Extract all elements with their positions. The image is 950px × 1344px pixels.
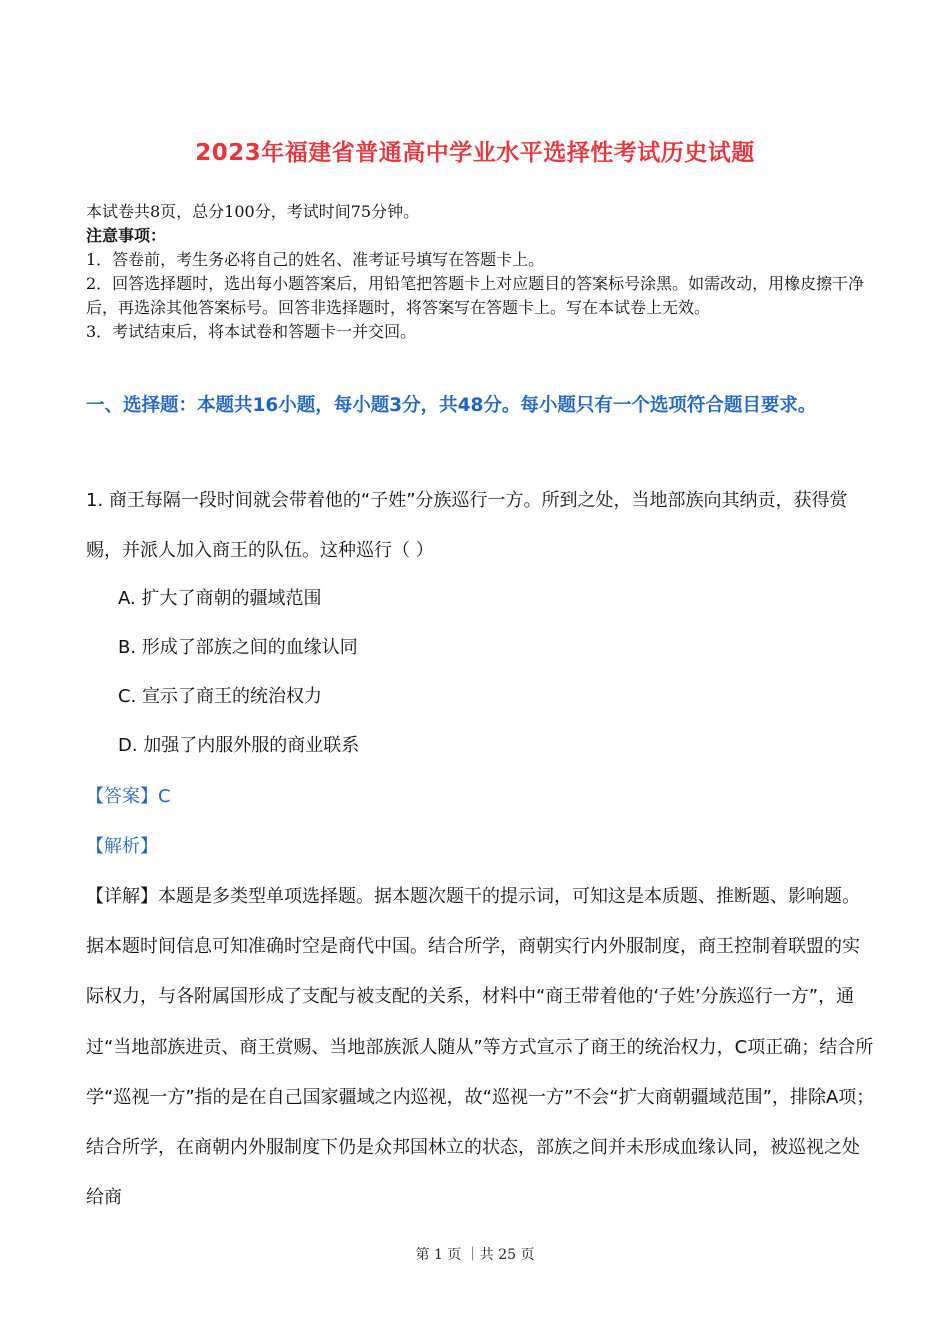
option-a: A. 扩大了商朝的疆域范围 xyxy=(118,588,322,609)
analysis-label: 【解析】 xyxy=(86,836,158,857)
notice-item-2: 2．回答选择题时，选出每小题答案后，用铅笔把答题卡上对应题目的答案标号涂黑。如需改动，用橡皮擦干净后，再选涂其他答案标号。回答非选择题时，将答案写在答题卡上。写在本试卷上无效。 xyxy=(86,274,865,317)
option-d: D. 加强了内服外服的商业联系 xyxy=(118,735,360,756)
document-title: 2023年福建省普通高中学业水平选择性考试历史试题 xyxy=(195,140,755,166)
exam-instructions xyxy=(86,200,876,344)
answer-line xyxy=(86,772,876,822)
answer-value: C xyxy=(158,786,171,807)
exam-intro: 本试卷共8页，总分100分，考试时间75分钟。 xyxy=(86,202,420,221)
notice-item-3: 3．考试结束后，将本试卷和答题卡一并交回。 xyxy=(86,322,417,341)
option-b: B. 形成了部族之间的血缘认同 xyxy=(118,637,358,658)
question-options xyxy=(118,574,878,770)
answer-label: 【答案】 xyxy=(86,786,158,807)
page-footer: 第 1 页 ｜共 25 页 xyxy=(415,1247,535,1263)
option-c: C. 宣示了商王的统治权力 xyxy=(118,686,323,707)
notice-item-1: 1．答卷前，考生务必将自己的姓名、准考证号填写在答题卡上。 xyxy=(86,250,545,269)
section-heading: 一、选择题：本题共16小题，每小题3分，共48分。每小题只有一个选项符合题目要求。 xyxy=(86,395,817,416)
question-stem: 1. 商王每隔一段时间就会带着他的“子姓”分族巡行一方。所到之处，当地部族向其纳贡，获得赏赐，并派人加入商王的队伍。这种巡行（ ） xyxy=(86,490,848,561)
analysis-detail: 【详解】本题是多类型单项选择题。据本题次题干的提示词，可知这是本质题、推断题、影响题。据本题时间信息可知准确时空是商代中国。结合所学，商朝实行内外服制度，商王控制着联盟的实际权力，与各附属国形成了支配与被支配的关系，材料中“商王带着他的‘子姓’分族巡行一方”，通过“当地部族进贡、商王赏赐、当地部族派人随从”等方式宣示了商王的统治权力，C项正确；结合所学“巡视一方”指的是在自己国家疆域之内巡视，故“巡视一方”不会“扩大商朝疆域范围”，排除A项；结合所学，在商朝内外服制度下仍是众邦国林立的状态，部族之间并未形成血缘认同，被巡视之处给商 xyxy=(86,886,875,1209)
notice-label: 注意事项： xyxy=(86,226,167,245)
